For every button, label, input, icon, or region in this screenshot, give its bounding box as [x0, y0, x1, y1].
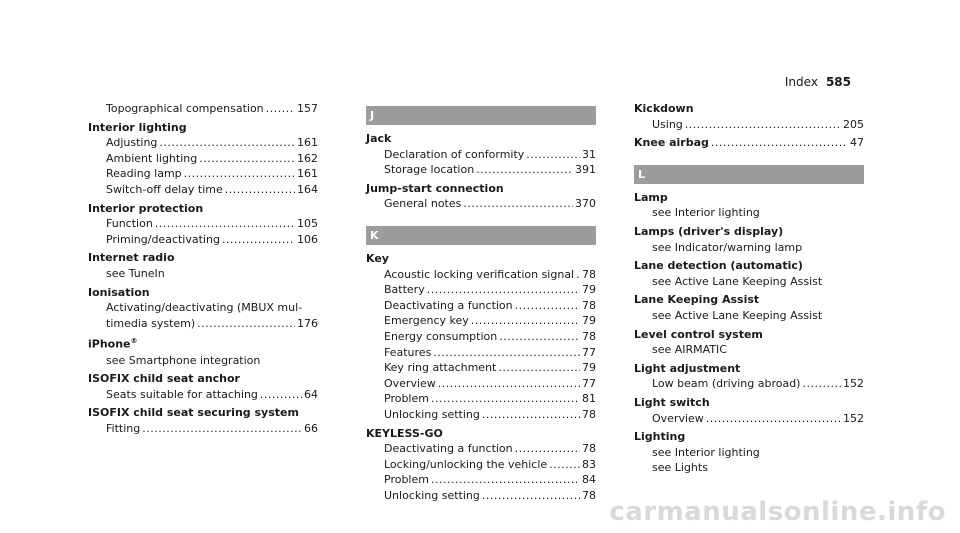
page-ref[interactable]: 78 [582, 298, 596, 312]
page-ref[interactable]: 64 [304, 387, 318, 401]
index-entry-light-switch [634, 395, 864, 426]
page-ref[interactable]: 78 [582, 442, 596, 456]
index-term: Ionisation [88, 285, 150, 299]
page-ref[interactable]: 157 [297, 102, 318, 115]
index-subentry: Battery ..... 79 [366, 282, 596, 298]
index-term: KEYLESS-GO [366, 426, 443, 440]
index-entry-iphone [88, 334, 318, 368]
index-subentry: Function ..... 105 [88, 216, 318, 232]
index-entry-lane-keeping [634, 292, 864, 323]
see-reference[interactable]: see TuneIn [106, 266, 165, 280]
index-subentry: Adjusting ..... 161 [88, 135, 318, 151]
page-ref[interactable]: 47 [850, 136, 864, 150]
page-ref[interactable]: 205 [843, 117, 864, 131]
index-term: Lamp [634, 190, 668, 204]
index-subentry: Storage location ..... 391 [366, 162, 596, 178]
page-ref[interactable]: 161 [297, 167, 318, 181]
page-ref[interactable]: 78 [582, 329, 596, 343]
index-subentry: Declaration of conformity ..... 31 [366, 147, 596, 163]
see-reference[interactable]: see Lights [652, 461, 708, 475]
index-entry [88, 101, 318, 117]
page-ref[interactable]: 31 [582, 147, 596, 161]
index-subentry: Fitting ..... 66 [88, 421, 318, 437]
page-ref[interactable]: 77 [582, 376, 596, 390]
index-term: Lane detection (automatic) [634, 259, 803, 273]
page-ref[interactable]: 164 [297, 182, 318, 196]
page-ref[interactable]: 81 [582, 392, 596, 406]
index-subentry: Key ring attachment ..... 79 [366, 360, 596, 376]
page-ref[interactable]: 77 [582, 345, 596, 359]
letter-heading-l: L [634, 165, 864, 184]
page-ref[interactable]: 370 [575, 197, 596, 211]
index-subentry: Emergency key ..... 79 [366, 313, 596, 329]
see-reference[interactable]: see Active Lane Keeping Assist [652, 274, 823, 288]
index-term: Interior protection [88, 201, 204, 215]
index-term: Internet radio [88, 251, 175, 265]
index-term: Interior lighting [88, 120, 187, 134]
index-entry-keyless-go [366, 426, 596, 504]
see-reference[interactable]: see AIRMATIC [652, 343, 727, 357]
index-entry-knee-airbag [634, 135, 864, 151]
page-ref[interactable]: 79 [582, 314, 596, 328]
index-entry-light-adjustment [634, 361, 864, 392]
index-term: Lighting [634, 430, 686, 444]
index-term: Level control system [634, 327, 763, 341]
index-entry-jack [366, 131, 596, 178]
index-subentry: Problem ..... 81 [366, 391, 596, 407]
index-subentry: timedia system) ..... 176 [88, 316, 318, 332]
index-column-2 [366, 101, 596, 506]
watermark: carmanualsonline.info [609, 497, 946, 527]
page-ref[interactable]: 66 [304, 421, 318, 435]
index-term: Lamps (driver's display) [634, 224, 784, 238]
index-subentry: General notes ..... 370 [366, 196, 596, 212]
page-ref[interactable]: 176 [297, 316, 318, 330]
index-entry-lane-detection [634, 258, 864, 289]
page-ref[interactable]: 162 [297, 151, 318, 165]
see-reference[interactable]: see Interior lighting [652, 206, 760, 220]
index-term: Knee airbag [634, 136, 709, 150]
index-subentry: Deactivating a function ..... 78 [366, 298, 596, 314]
index-entry-lamp [634, 190, 864, 221]
page-ref[interactable]: 78 [582, 488, 596, 502]
index-term: Kickdown [634, 102, 694, 115]
index-entry-isofix-securing [88, 405, 318, 436]
index-subentry-line: Activating/deactivating (MBUX mul- [106, 301, 303, 315]
index-entry-key [366, 251, 596, 423]
index-subentry: Overview ..... 152 [634, 411, 864, 427]
index-term: ISOFIX child seat anchor [88, 372, 240, 386]
page-ref[interactable]: 152 [843, 377, 864, 391]
section-title: Index [784, 75, 818, 89]
letter-heading-j: J [366, 106, 596, 125]
index-subentry: Switch-off delay time ..... 164 [88, 182, 318, 198]
see-reference[interactable]: see Active Lane Keeping Assist [652, 308, 823, 322]
index-subentry: Problem ..... 84 [366, 472, 596, 488]
index-term: Lane Keeping Assist [634, 293, 760, 307]
page-ref[interactable]: 83 [582, 457, 596, 471]
index-entry-level-control [634, 327, 864, 358]
index-subentry: Seats suitable for attaching ..... 64 [88, 387, 318, 403]
index-entry-interior-protection [88, 201, 318, 248]
page-ref[interactable]: 79 [582, 283, 596, 297]
index-entry-internet-radio [88, 250, 318, 281]
index-subentry: Ambient lighting ..... 162 [88, 151, 318, 167]
index-subentry: Reading lamp ..... 161 [88, 166, 318, 182]
index-subentry: Using ..... 205 [634, 117, 864, 133]
index-term: Jack [366, 132, 392, 145]
index-term: Jump-start connection [366, 181, 504, 195]
see-reference[interactable]: see Indicator/warning lamp [652, 240, 803, 254]
index-subentry: Topographical compensation ..... 157 [88, 101, 318, 117]
index-column-3 [634, 101, 864, 479]
index-subentry: Deactivating a function ..... 78 [366, 441, 596, 457]
index-term: ISOFIX child seat securing system [88, 406, 299, 420]
page-ref[interactable]: 78 [582, 267, 596, 281]
index-term: Light adjustment [634, 361, 741, 375]
index-term: iPhone® [88, 337, 138, 351]
index-entry-ionisation [88, 285, 318, 332]
page-ref[interactable]: 105 [297, 217, 318, 231]
see-reference[interactable]: see Interior lighting [652, 445, 760, 459]
page-header [785, 75, 851, 89]
page-ref[interactable]: 79 [582, 361, 596, 375]
index-subentry: Overview ..... 77 [366, 376, 596, 392]
index-entry-lighting [634, 429, 864, 476]
registered-mark: ® [130, 337, 138, 346]
page-ref[interactable]: 161 [297, 136, 318, 150]
page-ref[interactable]: 84 [582, 473, 596, 487]
page-number: 585 [825, 75, 851, 89]
page-ref[interactable]: 106 [297, 232, 318, 246]
index-subentry: Unlocking setting ..... 78 [366, 407, 596, 423]
index-subentry: Acoustic locking verification signal ..... 78 [366, 267, 596, 283]
index-entry-lamps-driver-display [634, 224, 864, 255]
see-reference[interactable]: see Smartphone integration [106, 353, 261, 367]
index-entry-interior-lighting [88, 120, 318, 198]
index-subentry: Unlocking setting ..... 78 [366, 488, 596, 504]
index-subentry: Priming/deactivating ..... 106 [88, 232, 318, 248]
page-ref[interactable]: 78 [582, 407, 596, 421]
letter-heading-k: K [366, 226, 596, 245]
index-subentry: Energy consumption ..... 78 [366, 329, 596, 345]
index-subentry: Locking/unlocking the vehicle ..... 83 [366, 457, 596, 473]
index-term: Key [366, 251, 389, 265]
index-column-1 [88, 101, 318, 440]
index-entry-kickdown [634, 101, 864, 132]
index-term: Light switch [634, 395, 710, 409]
index-entry-jump-start [366, 181, 596, 212]
index-subentry: Features ..... 77 [366, 345, 596, 361]
index-entry-isofix-anchor [88, 371, 318, 402]
index-subentry: Low beam (driving abroad) ..... 152 [634, 376, 864, 392]
page-ref[interactable]: 152 [843, 411, 864, 425]
page-ref[interactable]: 391 [575, 163, 596, 177]
